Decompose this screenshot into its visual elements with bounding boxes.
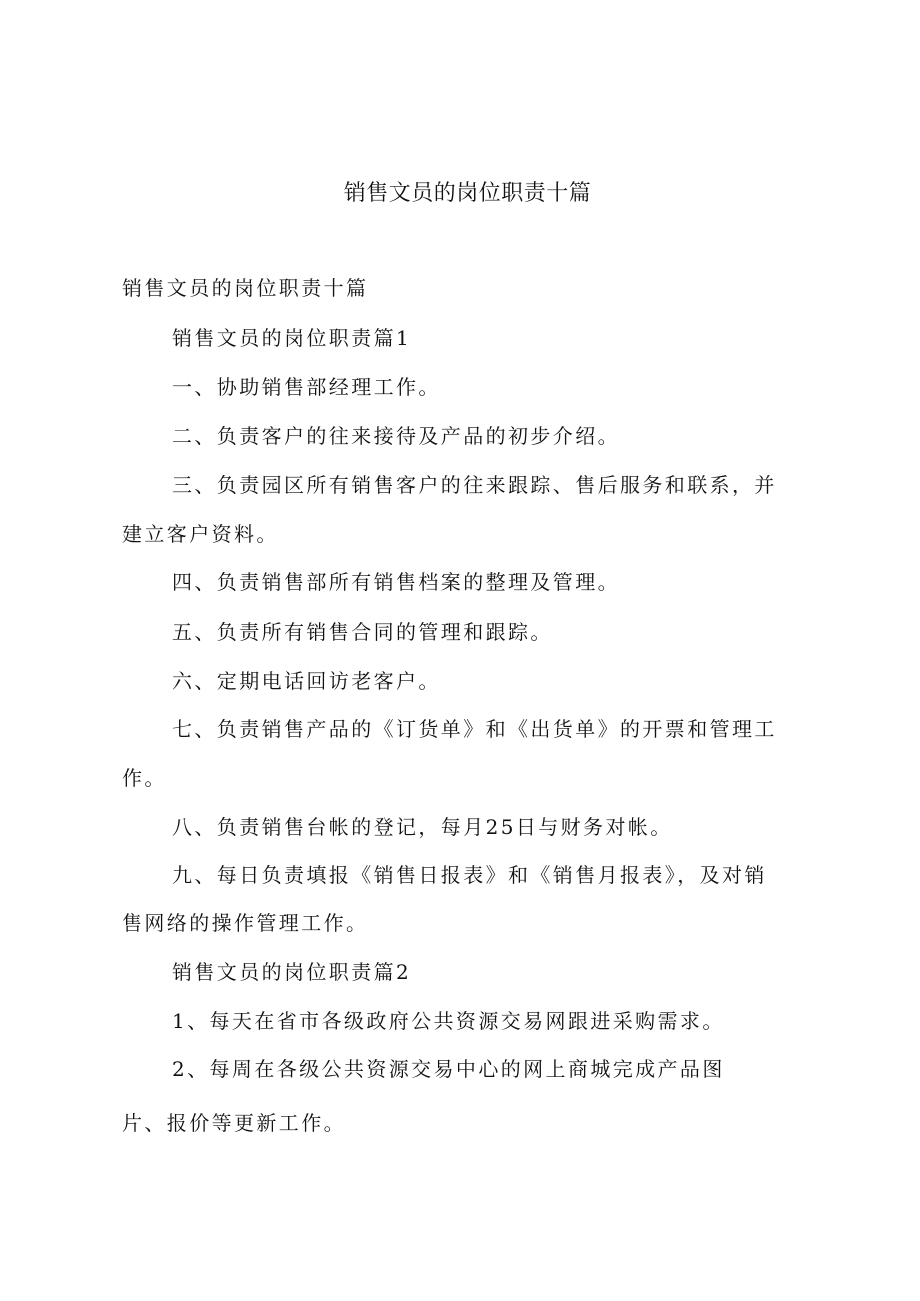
paragraph-line: 一、协助销售部经理工作。: [172, 375, 441, 399]
document-title: 销售文员的岗位职责十篇: [343, 181, 592, 206]
doc-subtitle: 销售文员的岗位职责十篇: [122, 276, 369, 300]
paragraph-line: 三、负责园区所有销售客户的往来跟踪、售后服务和联系，并: [172, 473, 777, 497]
paragraph-line: 五、负责所有销售合同的管理和跟踪。: [172, 620, 553, 644]
paragraph-line: 1、每天在省市各级政府公共资源交易网跟进采购需求。: [172, 1009, 725, 1033]
paragraph-line: 七、负责销售产品的《订货单》和《出货单》的开票和管理工: [172, 717, 777, 741]
section-heading-2: 销售文员的岗位职责篇2: [172, 960, 412, 984]
paragraph-line: 售网络的操作管理工作。: [122, 911, 369, 935]
paragraph-line: 片、报价等更新工作。: [122, 1111, 346, 1135]
paragraph-line: 八、负责销售台帐的登记，每月25日与财务对帐。: [172, 815, 673, 839]
paragraph-line: 建立客户资料。: [122, 522, 279, 546]
section-heading-1: 销售文员的岗位职责篇1: [172, 326, 412, 350]
paragraph-line: 四、负责销售部所有销售档案的整理及管理。: [172, 570, 620, 594]
paragraph-line: 九、每日负责填报《销售日报表》和《销售月报表》，及对销: [172, 863, 767, 887]
paragraph-line: 2、每周在各级公共资源交易中心的网上商城完成产品图: [172, 1057, 725, 1081]
paragraph-line: 二、负责客户的往来接待及产品的初步介绍。: [172, 424, 620, 448]
paragraph-line: 六、定期电话回访老客户。: [172, 669, 441, 693]
paragraph-line: 作。: [122, 766, 167, 790]
